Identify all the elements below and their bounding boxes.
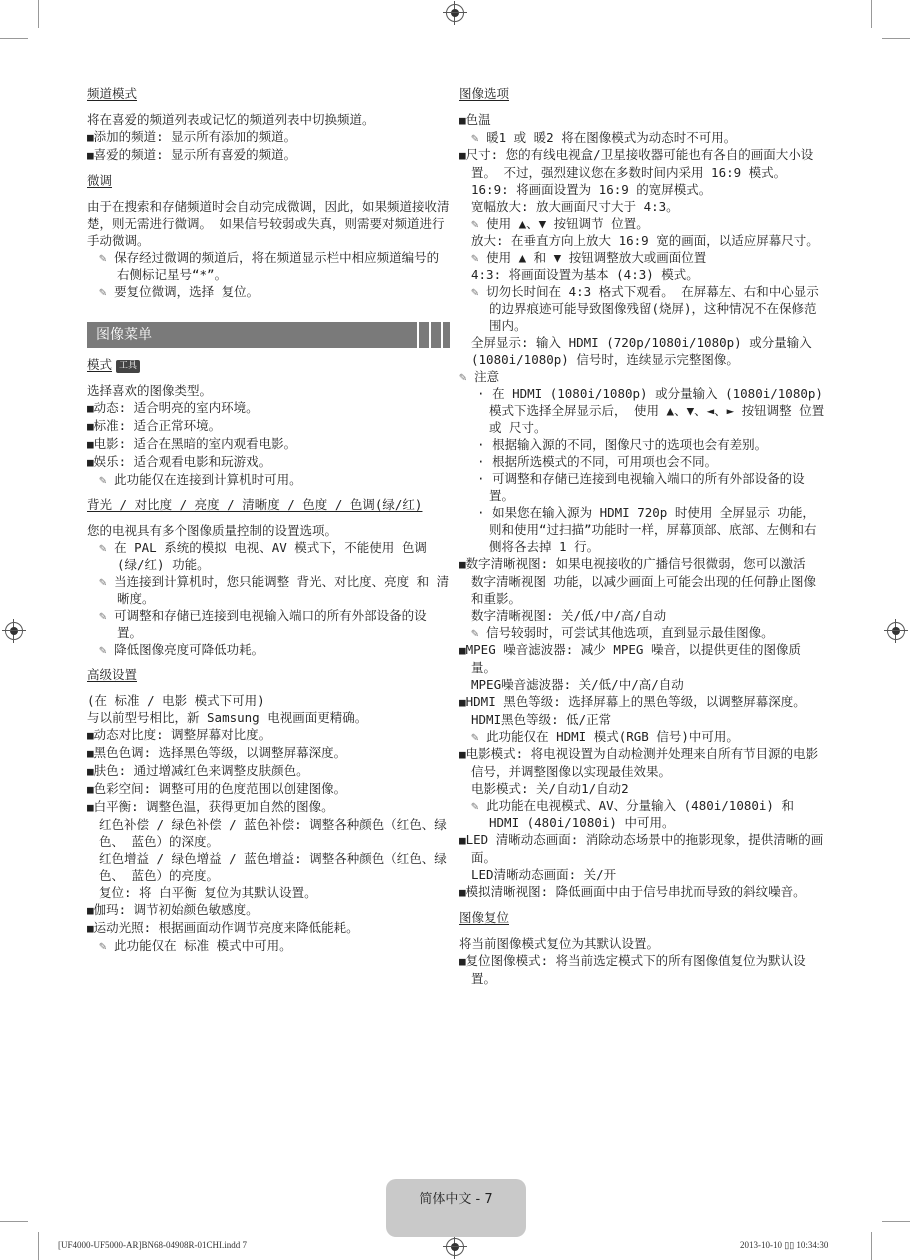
paragraph: (在 标准 / 电影 模式下可用) — [87, 693, 265, 708]
bullet-item: ■ 肤色: 通过增减红色来调整皮肤颜色。 — [87, 762, 450, 780]
bullet-item: ■ MPEG 噪音滤波器: 减少 MPEG 噪音，以提供更佳的图像质量。 — [459, 641, 825, 676]
note-heading: ✎ 注意 — [459, 368, 825, 385]
bullet-item: ■ 动态: 适合明亮的室内环境。 — [87, 399, 450, 417]
registration-mark-top — [446, 4, 464, 22]
bullet-item: ■ 喜爱的频道: 显示所有喜爱的频道。 — [87, 146, 450, 164]
sub-item: 宽幅放大: 放大画面尺寸大于 4:3。 — [471, 199, 679, 214]
note-item: ✎ 在 PAL 系统的模拟 电视、AV 模式下，不能使用 色调(绿/红) 功能。 — [87, 539, 450, 573]
bullet-item: ■ LED 清晰动态画面: 消除动态场景中的拖影现象，提供清晰的画面。 — [459, 831, 825, 866]
note-item: ✎ 当连接到计算机时，您只能调整 背光、对比度、亮度 和 清晰度。 — [87, 573, 450, 607]
section-title-channel-mode: 频道模式 — [87, 86, 138, 101]
bullet-item: ■ HDMI 黑色等级: 选择屏幕上的黑色等级，以调整屏幕深度。 — [459, 693, 825, 711]
section-title-picture-reset: 图像复位 — [459, 910, 510, 925]
picture-menu-banner — [87, 322, 450, 348]
note-item: ✎ 此功能仅在 标准 模式中可用。 — [87, 937, 450, 954]
note-item: ✎ 降低图像亮度可降低功耗。 — [87, 641, 450, 658]
section-title-picture-options: 图像选项 — [459, 86, 510, 101]
paragraph: 由于在搜索和存储频道时会自动完成微调，因此，如果频道接收清楚，则无需进行微调。 如果信号较弱或失真，则需要对频道进行手动微调。 — [87, 199, 450, 248]
sub-item: 16:9: 将画面设置为 16:9 的宽屏模式。 — [471, 182, 712, 197]
sub-item: 全屏显示: 输入 HDMI (720p/1080i/1080p) 或分量输入 (1080i/1080p) 信号时，连续显示完整图像。 — [471, 335, 812, 367]
note-item: ✎ 保存经过微调的频道后，将在频道显示栏中相应频道编号的右侧标记星号“*”。 — [87, 249, 450, 283]
sub-item: 4:3: 将画面设置为基本 (4:3) 模式。 — [471, 267, 699, 282]
bullet-item: ■ 色温 — [459, 111, 825, 129]
bullet-item: ■ 色彩空间: 调整可用的色度范围以创建图像。 — [87, 780, 450, 798]
paragraph: 选择喜欢的图像类型。 — [87, 383, 213, 398]
paragraph: 将在喜爱的频道列表或记忆的频道列表中切换频道。 — [87, 112, 375, 127]
sub-item: LED清晰动态画面: 关/开 — [471, 867, 617, 882]
bullet-item: ■ 数字清晰视图: 如果电视接收的广播信号很微弱，您可以激活 数字清晰视图 功能，以减少画面上可能会出现的任何静止图像和重影。 — [459, 555, 825, 607]
banner-decoration — [417, 322, 450, 348]
right-column — [459, 85, 825, 987]
dot-item: · 根据输入源的不同，图像尺寸的选项也会有差别。 — [459, 436, 825, 453]
dot-item: · 如果您在输入源为 HDMI 720p 时使用 全屏显示 功能，则和使用“过扫描”功能时一样，屏幕顶部、底部、左侧和右侧将各去掉 1 行。 — [459, 504, 825, 555]
sub-item: 数字清晰视图: 关/低/中/高/自动 — [471, 608, 667, 623]
sub-item: HDMI黑色等级: 低/正常 — [471, 712, 612, 727]
section-title-advanced-settings: 高级设置 — [87, 667, 138, 682]
registration-mark-left — [5, 622, 23, 640]
sub-item: 红色增益 / 绿色增益 / 蓝色增益: 调整各种颜色（红色、绿色、 蓝色）的亮度。 — [99, 851, 447, 883]
note-item: ✎ 切勿长时间在 4:3 格式下观看。 在屏幕左、右和中心显示的边界痕迹可能导致图像残留(烧屏)，这种情况不在保修范围内。 — [459, 283, 825, 334]
note-item: ✎ 可调整和存储已连接到电视输入端口的所有外部设备的设置。 — [87, 607, 450, 641]
bullet-item: ■ 电影模式: 将电视设置为自动检测并处理来自所有节目源的电影信号，并调整图像以实现最佳效果。 — [459, 745, 825, 780]
note-item: ✎ 此功能在电视模式、AV、分量输入 (480i/1080i) 和 HDMI (480i/1080i) 中可用。 — [459, 797, 825, 831]
timestamp-slug: 2013-10-10 ▯▯ 10:34:30 — [740, 1240, 829, 1250]
bullet-item: ■ 娱乐: 适合观看电影和玩游戏。 — [87, 453, 450, 471]
sub-item: MPEG噪音滤波器: 关/低/中/高/自动 — [471, 677, 684, 692]
sub-item: 放大: 在垂直方向上放大 16:9 宽的画面，以适应屏幕尺寸。 — [471, 233, 819, 248]
registration-mark-right — [887, 622, 905, 640]
bullet-item: ■ 电影: 适合在黑暗的室内观看电影。 — [87, 435, 450, 453]
bullet-item: ■ 标准: 适合正常环境。 — [87, 417, 450, 435]
dot-item: · 根据所选模式的不同，可用项也会不同。 — [459, 453, 825, 470]
banner-title: 图像菜单 — [96, 327, 152, 343]
registration-mark-bottom — [446, 1238, 464, 1256]
section-title-picture-controls: 背光 / 对比度 / 亮度 / 清晰度 / 色度 / 色调(绿/红) — [87, 497, 423, 512]
section-title-mode: 模式 工具 — [87, 356, 450, 373]
sub-item: 电影模式: 关/自动1/自动2 — [471, 781, 629, 796]
paragraph: 与以前型号相比，新 Samsung 电视画面更精确。 — [87, 710, 368, 725]
bullet-item: ■ 伽玛: 调节初始颜色敏感度。 — [87, 901, 450, 919]
bullet-item: ■ 动态对比度: 调整屏幕对比度。 — [87, 726, 450, 744]
note-item: ✎ 此功能仅在 HDMI 模式(RGB 信号)中可用。 — [459, 728, 825, 745]
bullet-item: ■ 复位图像模式: 将当前选定模式下的所有图像值复位为默认设置。 — [459, 952, 825, 987]
dot-item: · 可调整和存储已连接到电视输入端口的所有外部设备的设置。 — [459, 470, 825, 504]
sub-item: 复位: 将 白平衡 复位为其默认设置。 — [99, 885, 317, 900]
paragraph: 您的电视具有多个图像质量控制的设置选项。 — [87, 523, 338, 538]
note-item: ✎ 暖1 或 暖2 将在图像模式为动态时不可用。 — [459, 129, 825, 146]
bullet-item: ■ 白平衡: 调整色温，获得更加自然的图像。 — [87, 798, 450, 816]
page-number: 简体中文 - 7 — [419, 1192, 493, 1207]
bullet-item: ■ 模拟清晰视图: 降低画面中由于信号串扰而导致的斜纹噪音。 — [459, 883, 825, 901]
tools-badge-icon: 工具 — [116, 360, 140, 373]
note-item: ✎ 信号较弱时，可尝试其他选项，直到显示最佳图像。 — [459, 624, 825, 641]
file-slug: [UF4000-UF5000-AR]BN68-04908R-01CHI.indd 7 — [58, 1240, 247, 1250]
bullet-item: ■ 黑色色调: 选择黑色等级，以调整屏幕深度。 — [87, 744, 450, 762]
left-column — [87, 85, 450, 954]
bullet-item: ■ 添加的频道: 显示所有添加的频道。 — [87, 128, 450, 146]
bullet-item: ■ 运动光照: 根据画面动作调节亮度来降低能耗。 — [87, 919, 450, 937]
note-item: ✎ 使用 ▲、▼ 按钮调节 位置。 — [459, 215, 825, 232]
note-item: ✎ 使用 ▲ 和 ▼ 按钮调整放大或画面位置 — [459, 249, 825, 266]
sub-item: 红色补偿 / 绿色补偿 / 蓝色补偿: 调整各种颜色（红色、绿色、 蓝色）的深度。 — [99, 817, 447, 849]
note-item: ✎ 此功能仅在连接到计算机时可用。 — [87, 471, 450, 488]
dot-item: · 在 HDMI (1080i/1080p) 或分量输入 (1080i/1080p) 模式下选择全屏显示后， 使用 ▲、▼、◄、► 按钮调整 位置 或 尺寸。 — [459, 385, 825, 436]
note-item: ✎ 要复位微调，选择 复位。 — [87, 283, 450, 300]
section-title-fine-tune: 微调 — [87, 173, 113, 188]
paragraph: 将当前图像模式复位为其默认设置。 — [459, 936, 660, 951]
bullet-item: ■ 尺寸: 您的有线电视盒/卫星接收器可能也有各自的画面大小设置。 不过，强烈建议您在多数时间内采用 16:9 模式。 — [459, 146, 825, 181]
